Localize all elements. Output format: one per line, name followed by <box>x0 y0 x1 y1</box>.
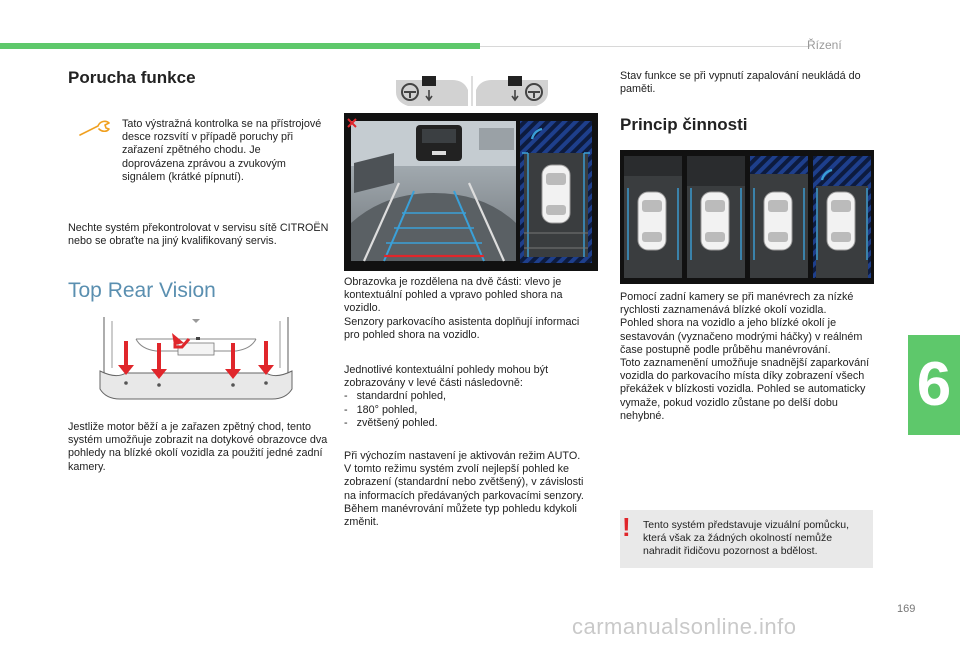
wrench-icon <box>78 117 112 139</box>
principle-text-1: Pomocí zadní kamery se při manévrech za nízké rychlosti zaznamenává blízké okolí vozidla. <box>620 291 854 317</box>
principle-text-3: Toto zaznamenění umožňuje snadnější zaparkování vozidla do parkovacího místa díky zobrazení všech překážek v blízkosti vozidla. Pohled se automaticky vymaže, pokud vozidlo zůstane po delší dobu nehybné. <box>620 357 870 422</box>
watermark: carmanualsonline.info <box>572 614 797 639</box>
warning-note-text: Tento systém představuje vizuální pomůcku, která však za žádných okolností nemůže nahradit řidičovu pozornost a bdělost. <box>643 519 850 557</box>
auto-text-1: Při výchozím nastavení je aktivován režim AUTO. <box>344 450 581 462</box>
fault-heading: Porucha funkce <box>68 68 196 87</box>
chapter-number: 6 <box>916 350 952 419</box>
top-rear-vision-heading: Top Rear Vision <box>68 279 216 302</box>
memory-text: Stav funkce se při vypnutí zapalování neukládá do paměti. <box>620 70 861 96</box>
views-item-180: - 180° pohled, <box>344 403 418 416</box>
auto-mode-block <box>344 450 596 529</box>
sensors-text: Senzory parkovacího asistenta doplňují informaci pro pohled shora na vozidlo. <box>344 315 580 341</box>
rear-camera-screen <box>344 113 598 271</box>
principle-text-2: Pohled shora na vozidlo a jeho blízké okolí je sestavován (vyznačeno modrými háčky) v reálném čase postupně podle průběhu manévrování. <box>620 317 863 356</box>
top-view-sequence <box>620 150 874 284</box>
page-number: 169 <box>897 603 916 615</box>
views-item-zoom: - zvětšený pohled. <box>344 416 438 429</box>
views-item-standard: - standardní pohled, <box>344 390 447 403</box>
top-rear-vision-text: Jestliže motor běží a je zařazen zpětný chod, tento systém umožňuje zobrazit na dotykové obrazovce dva pohledy na blízké okolí vozidla za použití jedné zadní kamery. <box>68 421 328 473</box>
principle-heading: Princip činnosti <box>620 115 748 134</box>
principle-block <box>620 291 878 423</box>
auto-text-2: V tomto režimu systém zvolí nejlepší pohled ke zobrazení (standardní nebo zvětšený), v závislosti na informacích předávaných parkovacími senzory. <box>344 463 584 502</box>
header-rule <box>480 46 810 47</box>
screen-split-text: Obrazovka je rozdělena na dvě části: vlevo je kontextuální pohled a vpravo pohled shora na vozidlo. <box>344 276 563 315</box>
camera-view-icons <box>392 74 552 108</box>
exclamation-icon: ! <box>622 512 631 542</box>
chapter-title: Řízení <box>807 38 842 52</box>
service-text: Nechte systém překontrolovat v servisu sítě CITROËN nebo se obraťte na jiný kvalifikovaný servis. <box>68 222 329 248</box>
views-block <box>344 364 596 430</box>
rear-camera-illustration <box>96 313 296 408</box>
auto-text-3: Během manévrování můžete typ pohledu kdykoli změnit. <box>344 502 577 529</box>
warning-text: Tato výstražná kontrolka se na přístrojové desce rozsvítí v případě poruchy při zařazení zpětného chodu. Je doprovázena zprávou a zvukovým signálem (krátké pípnutí). <box>122 118 322 183</box>
chapter-accent-bar <box>0 43 480 49</box>
screen-split-block <box>344 276 596 342</box>
views-intro: Jednotlivé kontextuální pohledy mohou být zobrazovány v levé části následovně: <box>344 364 549 390</box>
